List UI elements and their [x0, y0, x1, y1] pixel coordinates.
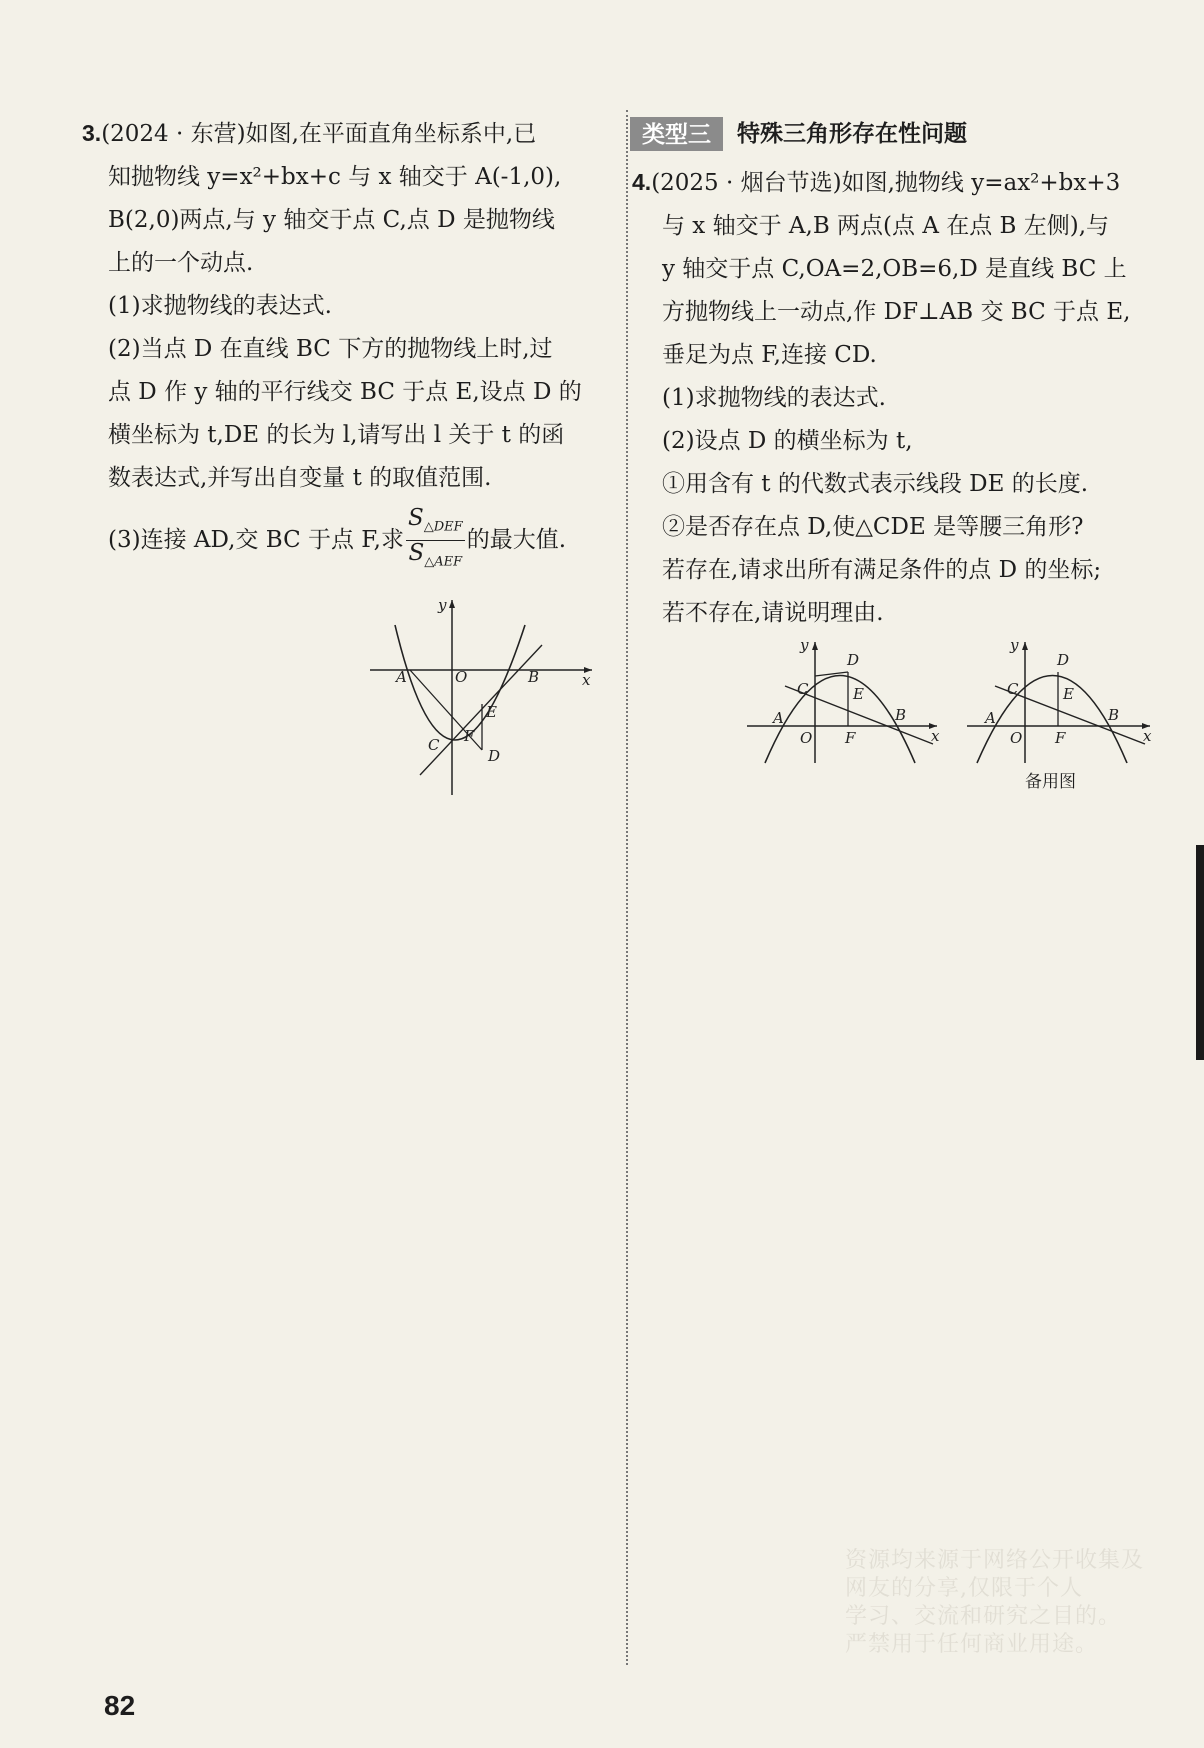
- q4-line-2: 与 x 轴交于 A,B 两点(点 A 在点 B 左侧),与: [662, 213, 1110, 239]
- q4-fig2-label-e: E: [1063, 685, 1074, 703]
- q4-sub-2-line-2: 若存在,请求出所有满足条件的点 D 的坐标;: [662, 557, 1102, 583]
- q4-sub-2-line-1: ②是否存在点 D,使△CDE 是等腰三角形?: [662, 514, 1084, 540]
- q3-figure: [360, 595, 600, 795]
- q3-part-2-line-1: (2)当点 D 在直线 BC 下方的抛物线上时,过: [108, 336, 553, 362]
- q4-fig2-label-a: A: [985, 709, 996, 727]
- q3-line-2: 知抛物线 y=x²+bx+c 与 x 轴交于 A(-1,0),: [108, 164, 562, 190]
- section-title: 特殊三角形存在性问题: [737, 120, 967, 146]
- section-tag: 类型三: [630, 117, 723, 151]
- q4-line-3: y 轴交于点 C,OA=2,OB=6,D 是直线 BC 上: [662, 256, 1127, 282]
- q3-label-a: A: [396, 668, 407, 686]
- q3-part-2-line-3: 横坐标为 t,DE 的长为 l,请写出 l 关于 t 的函: [108, 422, 565, 448]
- column-divider: [626, 110, 628, 1665]
- q4-sub-2-line-3: 若不存在,请说明理由.: [662, 600, 884, 626]
- q3-part-2-line-4: 数表达式,并写出自变量 t 的取值范围.: [108, 465, 492, 491]
- q4-fig1-label-a: A: [773, 709, 784, 727]
- q4-fig1-label-d: D: [847, 651, 860, 669]
- section-header: [630, 112, 1152, 155]
- q4-part-1: (1)求抛物线的表达式.: [662, 385, 886, 411]
- q4-fig2-label-c: C: [1007, 680, 1019, 698]
- q4-sub-1: ①用含有 t 的代数式表示线段 DE 的长度.: [662, 471, 1089, 497]
- q3-line-4: 上的一个动点.: [108, 250, 254, 276]
- q3-label-d: D: [488, 747, 501, 765]
- q4-fig1-label-x: x: [931, 727, 940, 745]
- copyright-watermark: 资源均来源于网络公开收集及 网友的分享,仅限于个人 学习、交流和研究之目的。 严禁用于任何商业用途。: [845, 1548, 1145, 1657]
- q4-figure-main: [745, 638, 945, 768]
- q4-fig2-label-d: D: [1057, 651, 1070, 669]
- q4-fig2-label-y: y: [1010, 638, 1019, 654]
- question-4-column: [632, 112, 1152, 635]
- q4-number: 4.: [632, 169, 652, 195]
- q4-fig2-label-x: x: [1143, 727, 1152, 745]
- q3-label-e: E: [486, 703, 497, 721]
- q4-part-2: (2)设点 D 的横坐标为 t,: [662, 428, 913, 454]
- q4-line-4: 方抛物线上一动点,作 DF⊥AB 交 BC 于点 E,: [662, 299, 1131, 325]
- page-edge-mark: [1196, 845, 1204, 1060]
- q3-part-3: (3)连接 AD,交 BC 于点 F,求 $\frac{S_{\triangle DEF}}{S_{\triangle AEF}}$ 的最大值.: [82, 506, 602, 574]
- q4-line-5: 垂足为点 F,连接 CD.: [662, 342, 877, 368]
- q4-fig1-label-o: O: [800, 729, 813, 747]
- page-number: 82: [104, 1690, 136, 1721]
- q4-fig2-label-o: O: [1010, 729, 1023, 747]
- q3-line-3: B(2,0)两点,与 y 轴交于点 C,点 D 是抛物线: [108, 207, 555, 233]
- backup-figure-caption: 备用图: [1025, 772, 1076, 792]
- q4-fig1-label-y: y: [800, 638, 809, 654]
- q4-fig1-label-e: E: [853, 685, 864, 703]
- q3-label-b: B: [528, 668, 540, 686]
- q3-label-x: x: [582, 671, 591, 689]
- q3-part-1: (1)求抛物线的表达式.: [108, 293, 332, 319]
- q3-label-y: y: [438, 596, 447, 614]
- q4-fig1-label-c: C: [797, 680, 809, 698]
- q3-line-1: 3.(2024 · 东营)如图,在平面直角坐标系中,已: [82, 120, 537, 147]
- q3-number: 3.: [82, 120, 102, 146]
- area-ratio-fraction: $\frac{S_{\triangle DEF}}{S_{\triangle AEF}}$: [407, 505, 463, 570]
- q3-label-c: C: [428, 736, 440, 754]
- q4-fig1-label-f: F: [845, 729, 856, 747]
- q3-label-o: O: [455, 668, 468, 686]
- q3-label-f: F: [464, 727, 475, 745]
- q4-line-1: 4.(2025 · 烟台节选)如图,抛物线 y=ax²+bx+3: [632, 169, 1121, 196]
- q3-part-2-line-2: 点 D 作 y 轴的平行线交 BC 于点 E,设点 D 的: [108, 379, 582, 405]
- q4-fig1-label-b: B: [895, 706, 907, 724]
- q4-fig2-label-f: F: [1055, 729, 1066, 747]
- q4-fig2-label-b: B: [1108, 706, 1120, 724]
- question-3: [82, 112, 602, 574]
- q4-figure-backup: [965, 638, 1160, 768]
